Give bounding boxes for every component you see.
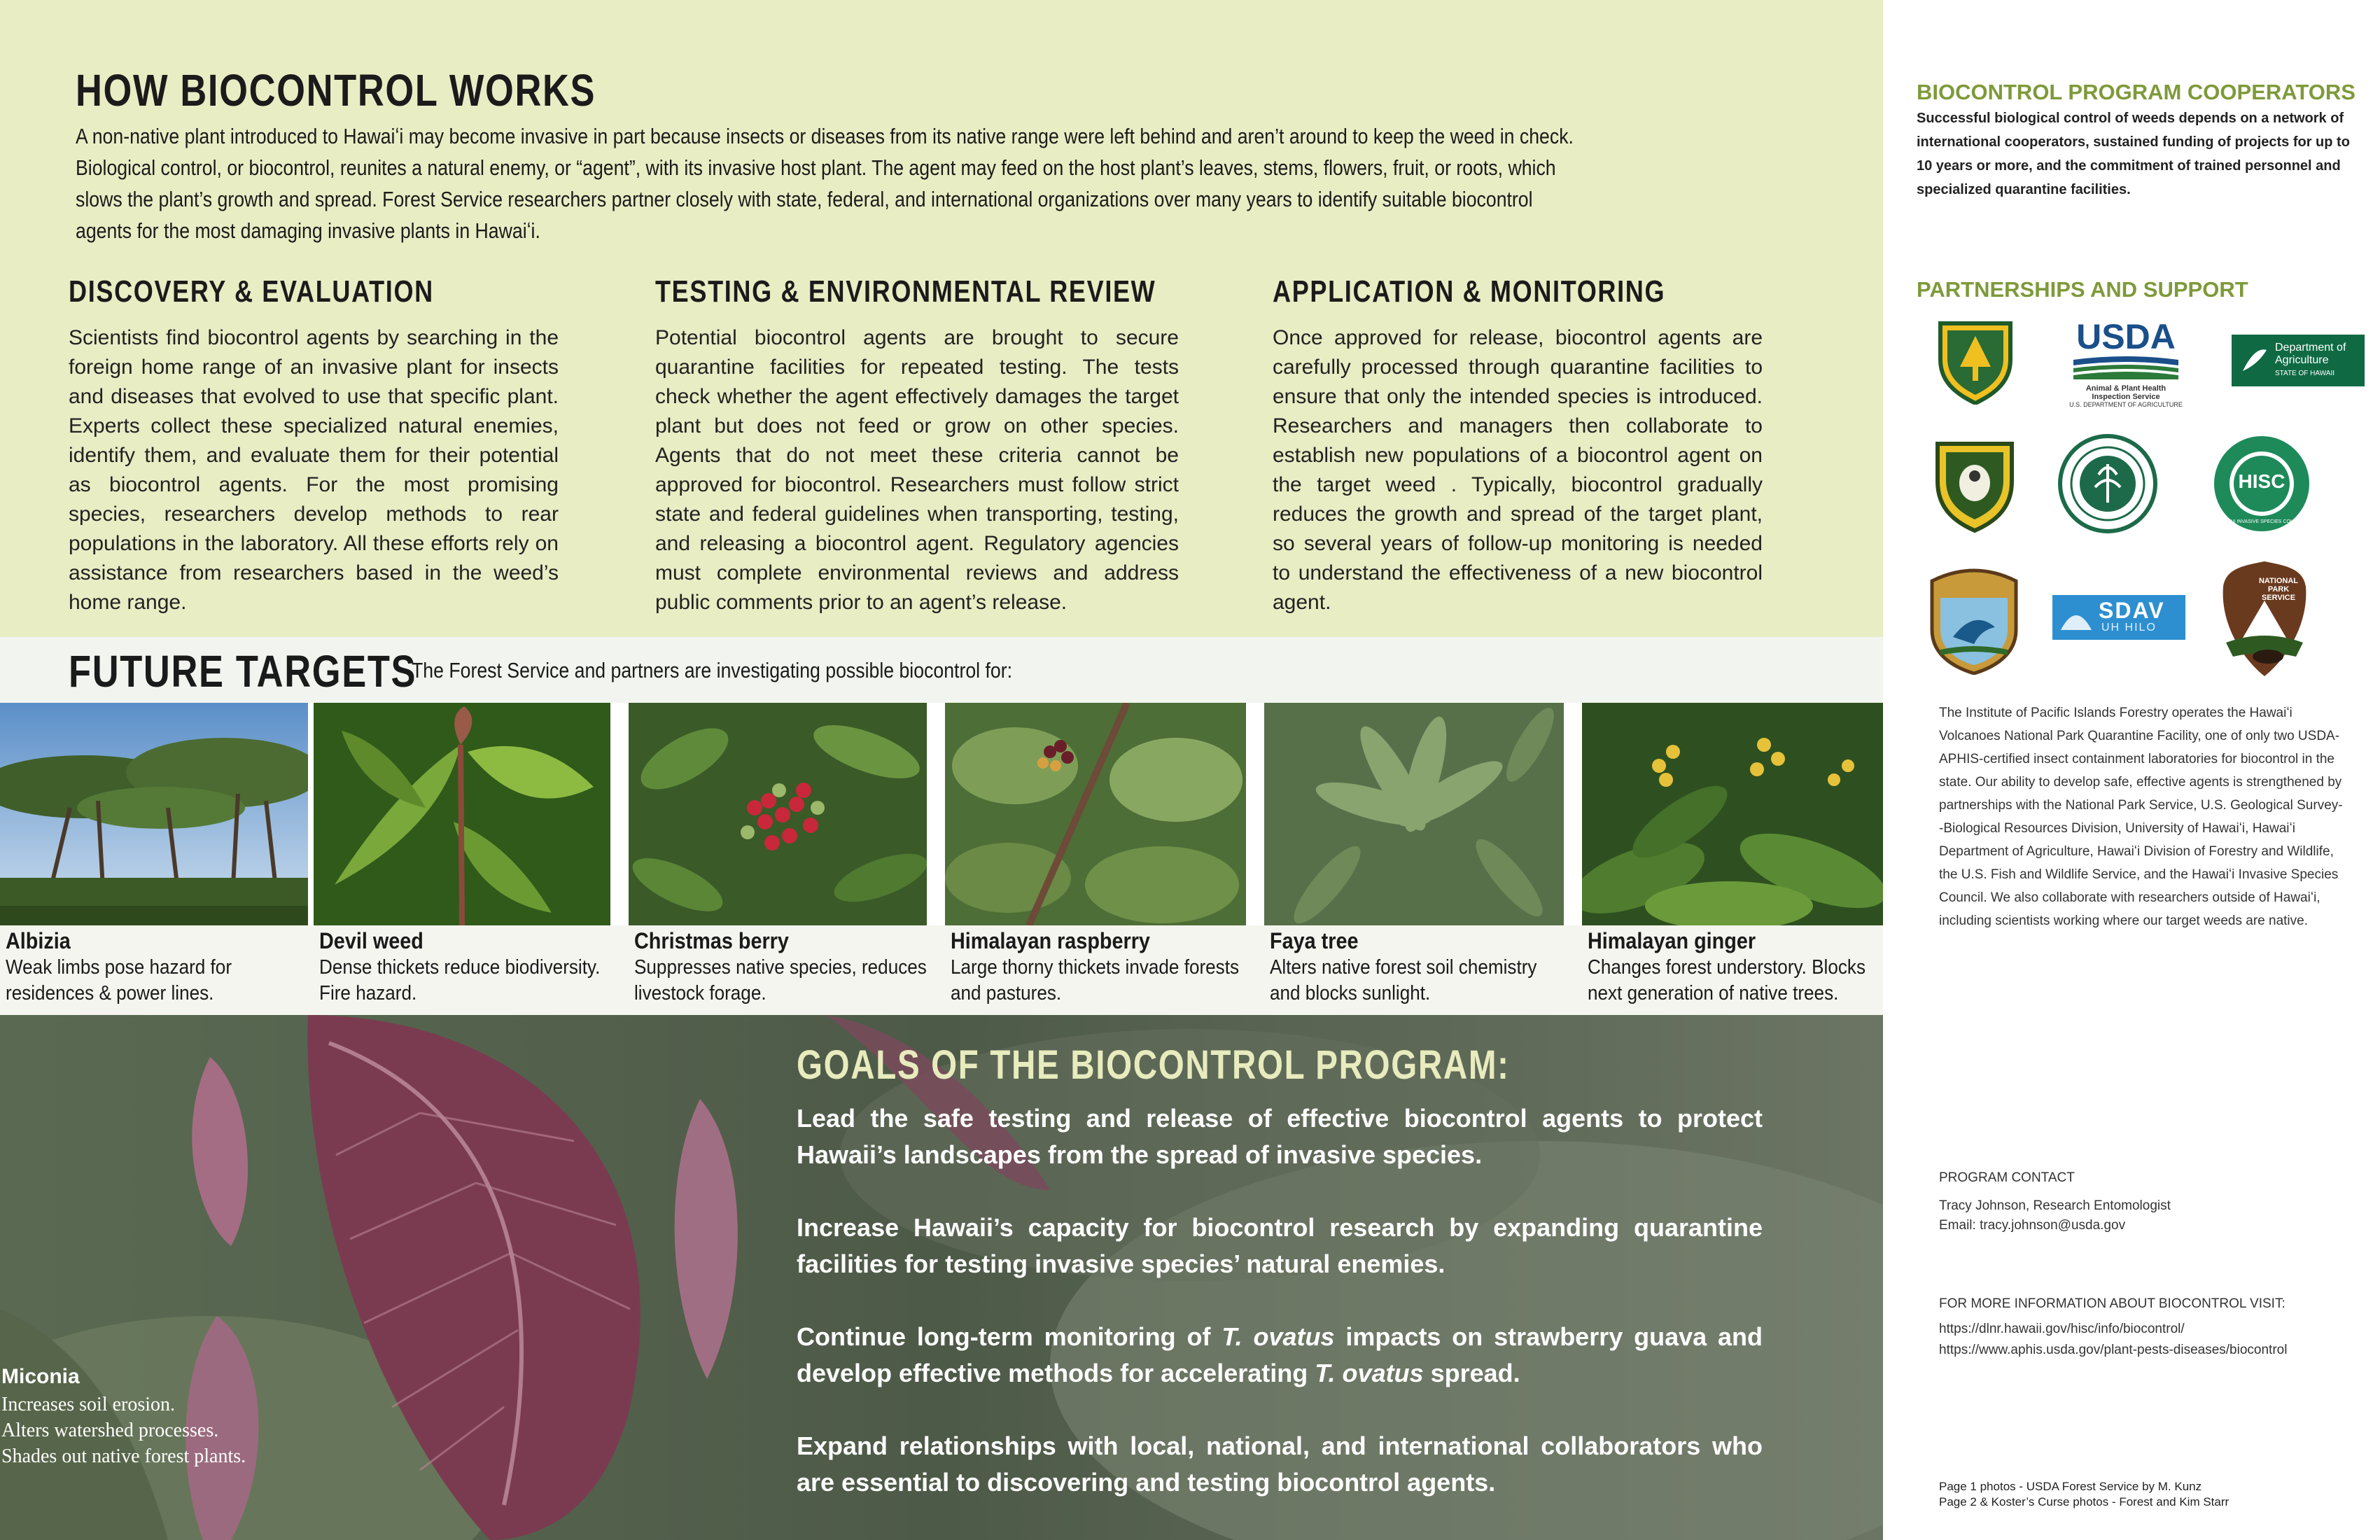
goal-item: Lead the safe testing and release of effective biocontrol agents to protect Hawaii’s landscapes from the spread of invasive species. [797,1104,1763,1169]
hisc-biocontrol-link[interactable]: https://dlnr.hawaii.gov/hisc/info/biocontrol/ [1939,1322,2185,1336]
miconia-note: Increases soil erosion. [1,1394,176,1415]
miconia-notes [1,1392,246,1469]
contact-email[interactable]: Email: tracy.johnson@usda.gov [1939,1218,2126,1233]
target-himalayan-raspberry [945,703,1246,1015]
sdav-uh-hilo-logo: SDAV UH HILO [2052,595,2185,640]
goal-item: Continue long-term monitoring of T. ovatus impacts on strawberry guava and develop effective methods for accelerating T. ovatus spread. [797,1322,1763,1387]
target-faya-tree [1264,703,1564,1015]
testing-text: Potential biocontrol agents are brought to secure quarantine facilities for repeated testing. The tests check whether the agent effectively damages the target plant but does not feed or grow on other species. Agents that do not meet these criteria cannot be approved for biocontrol. Researchers must follow strict state and federal guidelines when transporting, testing, and releasing a biocontrol agent. Regulatory agencies must complete environmental reviews and address public comments prior to an agent’s release. [655,326,1179,614]
discovery-heading: DISCOVERY & EVALUATION [69,274,434,309]
partners-heading: PARTNERSHIPS AND SUPPORT [1917,277,2248,302]
goal-item: Expand relationships with local, national, and international collaborators who are essential to discovering and testing biocontrol agents. [797,1432,1763,1497]
aphis-biocontrol-link[interactable]: https://www.aphis.usda.gov/plant-pests-diseases/biocontrol [1939,1343,2288,1357]
application-text: Once approved for release, biocontrol agents are carefully processed through quarantine facilities to ensure that only the intended species is introduced. Researchers and managers then collaborate to establish new populations of a biocontrol agent on the target weed . Typically, biocontrol gradually reduces the growth and spread of the target plant, so several years of follow-up monitoring is needed to understand the effectiveness of a new biocontrol agent. [1273,326,1763,614]
goals-title: GOALS OF THE BIOCONTROL PROGRAM: [797,1042,1510,1088]
goal-item: Increase Hawaii’s capacity for biocontrol research by expanding quarantine facilities for testing invasive species’ natural enemies. [797,1213,1763,1278]
application-heading: APPLICATION & MONITORING [1273,274,1666,309]
sidebar [1883,0,2380,1540]
himalayan-ginger-desc: Changes forest understory. Blocks next generation of native trees. [1588,956,1866,1004]
albizia-photo [0,703,308,925]
target-devil-weed [314,703,610,1015]
future-targets-title: FUTURE TARGETS [69,646,417,696]
christmas-berry-desc: Suppresses native species, reduces livestock forage. [634,956,927,1004]
miconia-name: Miconia [1,1365,80,1388]
himalayan-raspberry-name: Himalayan raspberry [951,928,1150,953]
national-park-service-logo: NATIONAL PARK SERVICE [2219,559,2310,679]
faya-tree-name: Faya tree [1270,928,1359,953]
himalayan-ginger-name: Himalayan ginger [1588,928,1756,953]
devil-weed-name: Devil weed [319,928,424,953]
contact-name: Tracy Johnson, Research Entomologist [1939,1198,2171,1213]
albizia-desc: Weak limbs pose hazard for residences & power lines. [6,956,232,1004]
target-albizia [0,703,308,1015]
fish-wildlife-logo [1925,560,2023,675]
more-info-heading: FOR MORE INFORMATION ABOUT BIOCONTROL VISIT: [1939,1296,2286,1311]
ipif-paragraph: The Institute of Pacific Islands Forestry operates the Hawaiʻi Volcanoes National Park Quarantine Facility, one of only two USDA-APHIS-certified insect containment laboratories for biocontrol in the state. Our ability to develop safe, effective agents is strengthened by partnerships with the National Park Service, U.S. Geological Survey--Biological Resources Division, University of Hawaiʻi, Hawaiʻi Department of Agriculture, Hawaiʻi Division of Forestry and Wildlife, the U.S. Fish and Wildlife Service, and the Hawaiʻi Invasive Species Council. We also collaborate with researchers outside of Hawaiʻi, including scientists working where our target weeds are native. [1939,706,2343,928]
discovery-column [69,274,559,617]
testing-heading: TESTING & ENVIRONMENTAL REVIEW [655,274,1156,309]
faya-tree-desc: Alters native forest soil chemistry and blocks sunlight. [1270,956,1537,1004]
christmas-berry-name: Christmas berry [634,928,789,953]
intro-paragraph: A non-native plant introduced to Hawaiʻi may become invasive in part because insects or diseases from its native range were left behind and aren’t around to keep the weed in check. Biological control, or biocontrol, reunites a natural enemy, or “agent”, with its invasive host plant. The agent may feed on the host plant’s leaves, stems, flowers, fruit, or roots, which slows the plant’s growth and spread. Forest Service researchers partner closely with state, federal, and international organizations over many years to identify suitable biocontrol agents for the most damaging invasive plants in Hawaiʻi. [76,124,1574,243]
forest-service-logo [1933,318,2017,405]
testing-column [655,274,1179,617]
hawaii-agriculture-logo: Department of Agriculture STATE OF HAWAII [2232,335,2365,386]
hisc-logo: HISC HAWAII INVASIVE SPECIES COUNCIL [2211,433,2313,535]
target-christmas-berry [629,703,927,1015]
forestry-wildlife-logo [1928,435,2022,533]
faya-tree-photo [1264,703,1564,925]
christmas-berry-photo [629,703,927,925]
albizia-name: Albizia [6,928,71,953]
miconia-note: Shades out native forest plants. [1,1446,246,1467]
miconia-note: Alters watershed processes. [1,1420,219,1441]
future-targets-subtitle: The Forest Service and partners are investigating possible biocontrol for: [412,658,1013,682]
devil-weed-photo [314,703,610,925]
contact-heading: PROGRAM CONTACT [1939,1170,2075,1185]
devil-weed-desc: Dense thickets reduce biodiversity. Fire hazard. [319,956,601,1004]
cooperators-text: Successful biological control of weeds depends on a network of international cooperators, sustained funding of projects for up to 10 years or more, and the commitment of trained personnel and specialized quarantine facilities. [1917,111,2350,197]
page-title: HOW BIOCONTROL WORKS [76,65,596,115]
university-of-hawaii-logo [2057,433,2159,535]
goals-list [797,1100,1763,1537]
target-himalayan-ginger [1582,703,1883,1015]
himalayan-raspberry-photo [945,703,1246,925]
cooperators-heading: BIOCONTROL PROGRAM COOPERATORS [1917,80,2356,104]
photo-credit: Page 1 photos - USDA Forest Service by M. Kunz [1939,1480,2202,1493]
discovery-text: Scientists find biocontrol agents by searching in the foreign home range of an invasive plant for insects and diseases that evolved to use that specific plant. Experts collect these specialized natural enemies, identify them, and evaluate them for their potential as biocontrol agents. For the most promising species, researchers develop methods to rear populations in the laboratory. All these efforts rely on assistance from researchers based in the weed’s home range. [69,326,559,614]
himalayan-ginger-photo [1582,703,1883,925]
application-column [1273,274,1763,617]
himalayan-raspberry-desc: Large thorny thickets invade forests and pastures. [951,956,1240,1004]
photo-credit: Page 2 & Koster’s Curse photos - Forest and Kim Starr [1939,1495,2230,1508]
usda-aphis-logo: USDA Animal & Plant Health Inspection Service U.S. DEPARTMENT OF AGRICULTURE [2069,317,2183,408]
